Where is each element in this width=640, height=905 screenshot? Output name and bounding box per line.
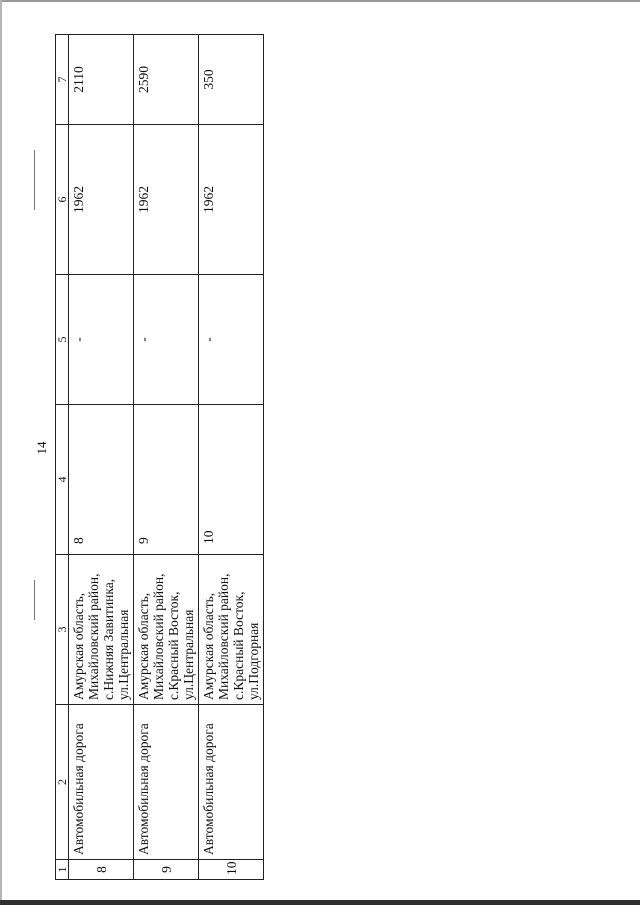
scan-artifact-line	[34, 150, 35, 210]
row-number: 9	[134, 860, 199, 880]
object-name: Автомобильная дорога	[199, 705, 264, 860]
scan-edge-bottom	[0, 900, 640, 905]
column-number-row	[56, 35, 69, 880]
row-number: 10	[199, 860, 264, 880]
column-number: 6	[56, 125, 69, 275]
column-number: 5	[56, 275, 69, 405]
scan-edge-left	[0, 0, 2, 905]
cell-col5: -	[69, 275, 134, 405]
object-address: Амурская область, Михайловский район, с.Красный Восток, ул.Центральная	[134, 555, 199, 705]
rotated-table-container	[55, 35, 261, 880]
cell-col4: 10	[199, 405, 264, 555]
column-number: 4	[56, 405, 69, 555]
object-address: Амурская область, Михайловский район, с.Нижняя Завитинка, ул.Центральная	[69, 555, 134, 705]
length-value: 2590	[134, 35, 199, 125]
row-number: 8	[69, 860, 134, 880]
scan-artifact-line	[34, 580, 35, 620]
column-number: 7	[56, 35, 69, 125]
road-registry-table	[55, 34, 264, 880]
cell-col5: -	[134, 275, 199, 405]
length-value: 350	[199, 35, 264, 125]
cell-col4: 9	[134, 405, 199, 555]
table-row	[69, 35, 134, 880]
cell-col4: 8	[69, 405, 134, 555]
scan-edge-top	[0, 0, 640, 2]
column-number: 3	[56, 555, 69, 705]
table-row	[134, 35, 199, 880]
table-row	[199, 35, 264, 880]
length-value: 2110	[69, 35, 134, 125]
column-number: 1	[56, 860, 69, 880]
object-address: Амурская область, Михайловский район, с.Красный Восток, ул.Подгорная	[199, 555, 264, 705]
year-built: 1962	[134, 125, 199, 275]
page-number: 14	[34, 441, 49, 455]
column-number: 2	[56, 705, 69, 860]
year-built: 1962	[199, 125, 264, 275]
year-built: 1962	[69, 125, 134, 275]
cell-col5: -	[199, 275, 264, 405]
object-name: Автомобильная дорога	[134, 705, 199, 860]
object-name: Автомобильная дорога	[69, 705, 134, 860]
